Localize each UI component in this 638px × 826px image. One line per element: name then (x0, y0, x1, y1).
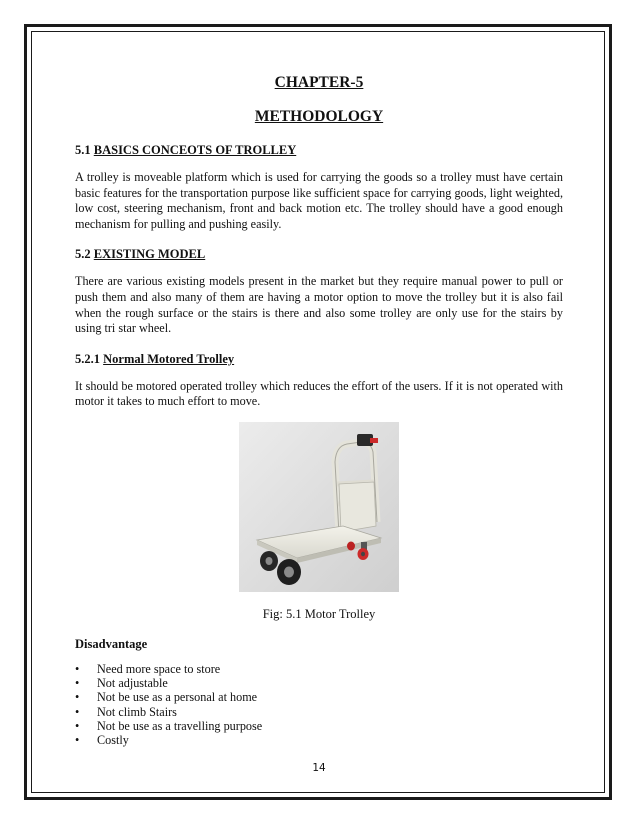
disadvantage-heading: Disadvantage (75, 636, 148, 651)
motor-trolley-photo (239, 422, 399, 592)
list-item-text: Not adjustable (97, 676, 168, 691)
chapter-number: CHAPTER-5 (274, 74, 364, 91)
section-5-1-paragraph: A trolley is moveable platform which is used for carrying the goods so a trolley must have certain basic features for the transportation purpose like sufficient space for carrying goods, light weighted, low cost, steering mechanism, front and back motion etc. The trolley should have a good enough mechanism for pulling and pushing easily. (75, 170, 563, 231)
section-number: 5.2 (75, 247, 91, 262)
bullet-icon: • (75, 676, 80, 691)
figure-caption: Fig: 5.1 Motor Trolley (262, 606, 376, 621)
chapter-title: METHODOLOGY (254, 108, 384, 125)
bullet-icon: • (75, 690, 80, 705)
section-heading-5-2-1 (75, 351, 563, 367)
bullet-icon: • (75, 661, 80, 676)
section-5-2-1-paragraph: It should be motored operated trolley which reduces the effort of the users. If it is not operated with motor it takes to much effort to move. (75, 378, 563, 409)
list-item (75, 719, 563, 733)
bullet-icon: • (75, 704, 80, 719)
page-number: 14 (312, 762, 326, 774)
section-heading-5-2 (75, 246, 563, 262)
section-title: Normal Motored Trolley (103, 351, 235, 366)
section-title: EXISTING MODEL (93, 247, 206, 262)
list-item-text: Not be use as a travelling purpose (97, 718, 263, 733)
list-item (75, 733, 563, 747)
bullet-icon: • (75, 718, 80, 733)
section-heading-5-1 (75, 142, 563, 158)
section-number: 5.1 (75, 143, 91, 157)
section-number: 5.2.1 (75, 351, 100, 366)
list-item (75, 662, 563, 676)
list-item (75, 705, 563, 719)
list-item-text: Costly (97, 732, 129, 747)
list-item-text: Not climb Stairs (97, 704, 177, 719)
section-title: BASICS CONCEOTS OF TROLLEY (93, 143, 297, 157)
list-item (75, 676, 563, 690)
bullet-icon: • (75, 732, 80, 747)
list-item-text: Not be use as a personal at home (97, 690, 258, 705)
list-item (75, 690, 563, 704)
section-5-2-paragraph: There are various existing models present in the market but they require manual power to pull or push them and also many of them are having a motor option to move the trolley but it is also fail when the rough surface or the stairs is there and also some trolley are only use for the stairs by using tri star wheel. (75, 274, 563, 336)
disadvantage-list (75, 662, 563, 747)
page-content (75, 72, 563, 747)
list-item-text: Need more space to store (97, 661, 221, 676)
